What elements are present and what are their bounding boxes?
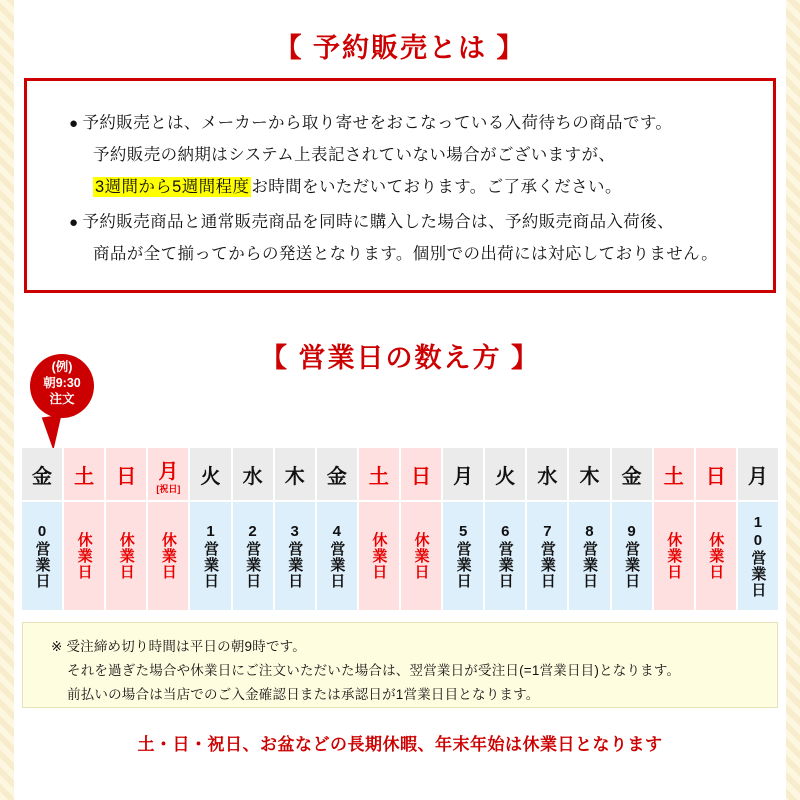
calendar-day-label: 水 bbox=[242, 465, 263, 488]
example-order-bubble bbox=[30, 354, 94, 418]
calendar-day-count-label: 1営業日 bbox=[201, 523, 219, 589]
calendar-day-count-cell bbox=[275, 502, 315, 610]
calendar-day-count-cell bbox=[485, 502, 525, 610]
calendar-day-header bbox=[654, 448, 694, 500]
calendar-day-header bbox=[696, 448, 736, 500]
reservation-bullet-2-line-2: 商品が全て揃ってからの発送となります。個別での出荷には対応しておりません。 bbox=[93, 245, 718, 264]
calendar-day-label: 月 bbox=[453, 465, 474, 488]
calendar-day-count-cell bbox=[190, 502, 230, 610]
calendar-day-count-cell bbox=[64, 502, 104, 610]
reservation-bullet-1-line-3-post: お時間をいただいております。ご了承ください。 bbox=[251, 178, 622, 197]
note-line-1: ※ 受注締め切り時間は平日の朝9時です。 bbox=[51, 639, 306, 654]
reservation-section-title: 【 予約販売とは 】 bbox=[274, 33, 526, 63]
calendar-day-column bbox=[527, 448, 567, 610]
reservation-bullet-1 bbox=[69, 107, 672, 204]
calendar-day-label: 月 bbox=[747, 465, 768, 488]
calendar-day-count-cell bbox=[359, 502, 399, 610]
calendar-day-column bbox=[359, 448, 399, 610]
order-deadline-note-box bbox=[22, 622, 778, 708]
calendar-day-column bbox=[485, 448, 525, 610]
calendar-day-header bbox=[190, 448, 230, 500]
example-bubble-line-3: 注文 bbox=[49, 392, 75, 406]
calendar-day-count-label: 8営業日 bbox=[580, 523, 598, 589]
calendar-day-label: 木 bbox=[579, 465, 600, 488]
calendar-day-label: 水 bbox=[537, 465, 558, 488]
calendar-day-header bbox=[106, 448, 146, 500]
calendar-day-label: 火 bbox=[200, 465, 221, 488]
calendar-day-header bbox=[317, 448, 357, 500]
calendar-day-label: 土 bbox=[663, 465, 684, 488]
calendar-day-column bbox=[233, 448, 273, 610]
calendar-day-count-cell bbox=[612, 502, 652, 610]
calendar-day-count-label: 5営業日 bbox=[454, 523, 472, 589]
calendar-day-count-cell bbox=[738, 502, 778, 610]
calendar-day-header bbox=[22, 448, 62, 500]
business-day-calendar bbox=[22, 448, 778, 610]
calendar-day-count-cell bbox=[233, 502, 273, 610]
calendar-day-header bbox=[485, 448, 525, 500]
calendar-day-count-label: 7営業日 bbox=[538, 523, 556, 589]
reservation-bullet-1-line-2: 予約販売の納期はシステム上表記されていない場合がございますが、 bbox=[93, 146, 616, 165]
note-line-2: それを過ぎた場合や休業日にご注文いただいた場合は、翌営業日が受注日(=1営業日目)となります。 bbox=[67, 663, 681, 678]
holiday-footer-note: 土・日・祝日、お盆などの長期休暇、年末年始は休業日となります bbox=[137, 735, 663, 754]
calendar-day-count-label: 休業日 bbox=[707, 532, 725, 580]
calendar-day-column bbox=[738, 448, 778, 610]
example-bubble-line-2: 朝9:30 bbox=[43, 376, 81, 390]
calendar-day-label: 月 bbox=[158, 460, 179, 483]
calendar-day-column bbox=[22, 448, 62, 610]
calendar-day-label: 金 bbox=[326, 465, 347, 488]
calendar-day-count-label: 4営業日 bbox=[328, 523, 346, 589]
calendar-day-count-label: 休業日 bbox=[665, 532, 683, 580]
calendar-day-count-cell bbox=[696, 502, 736, 610]
calendar-day-label: 日 bbox=[705, 465, 726, 488]
calendar-day-label: 木 bbox=[284, 465, 305, 488]
calendar-day-column bbox=[64, 448, 104, 610]
calendar-day-count-cell bbox=[527, 502, 567, 610]
calendar-day-count-label: 休業日 bbox=[159, 532, 177, 580]
calendar-day-label: 金 bbox=[621, 465, 642, 488]
calendar-day-sublabel: [祝日] bbox=[156, 483, 181, 494]
calendar-day-header bbox=[233, 448, 273, 500]
calendar-day-count-label: 休業日 bbox=[75, 532, 93, 580]
calendar-day-count-cell bbox=[569, 502, 609, 610]
calendar-day-count-label: 休業日 bbox=[117, 532, 135, 580]
reservation-bullet-2-line-1: 予約販売商品と通常販売商品を同時に購入した場合は、予約販売商品入荷後、 bbox=[82, 213, 674, 231]
calendar-day-column bbox=[443, 448, 483, 610]
calendar-day-count-cell bbox=[148, 502, 188, 610]
reservation-info-box bbox=[24, 78, 776, 293]
calendar-day-column bbox=[106, 448, 146, 610]
calendar-day-header bbox=[738, 448, 778, 500]
calendar-day-count-label: 3営業日 bbox=[286, 523, 304, 589]
example-bubble-line-1: (例) bbox=[51, 360, 73, 374]
calendar-day-column bbox=[317, 448, 357, 610]
reservation-bullet-2 bbox=[69, 206, 718, 270]
calendar-day-count-cell bbox=[443, 502, 483, 610]
calendar-day-count-label: 休業日 bbox=[412, 532, 430, 580]
calendar-day-count-label: 10営業日 bbox=[749, 514, 767, 598]
calendar-day-column bbox=[148, 448, 188, 610]
calendar-day-label: 金 bbox=[32, 465, 53, 488]
calendar-day-count-label: 休業日 bbox=[370, 532, 388, 580]
lead-time-highlight: 3週間から5週間程度 bbox=[95, 178, 250, 197]
calendar-day-count-cell bbox=[106, 502, 146, 610]
calendar-day-label: 火 bbox=[495, 465, 516, 488]
calendar-day-count-cell bbox=[317, 502, 357, 610]
calendar-day-header bbox=[359, 448, 399, 500]
calendar-day-header bbox=[612, 448, 652, 500]
calendar-day-label: 土 bbox=[74, 465, 95, 488]
calendar-day-column bbox=[190, 448, 230, 610]
calendar-day-column bbox=[696, 448, 736, 610]
calendar-day-column bbox=[275, 448, 315, 610]
calendar-day-label: 日 bbox=[116, 465, 137, 488]
calendar-day-header bbox=[275, 448, 315, 500]
calendar-day-header bbox=[148, 448, 188, 500]
calendar-day-count-label: 0営業日 bbox=[33, 523, 51, 589]
calendar-day-header bbox=[569, 448, 609, 500]
bullet-dot-icon: ● bbox=[69, 214, 79, 231]
calendar-day-header bbox=[64, 448, 104, 500]
bullet-dot-icon: ● bbox=[69, 115, 79, 132]
calendar-day-count-label: 9営業日 bbox=[623, 523, 641, 589]
calendar-day-header bbox=[443, 448, 483, 500]
calendar-day-label: 日 bbox=[411, 465, 432, 488]
calendar-day-count-cell bbox=[22, 502, 62, 610]
reservation-bullet-1-line-3 bbox=[69, 171, 672, 203]
calendar-day-column bbox=[401, 448, 441, 610]
calendar-day-header bbox=[401, 448, 441, 500]
calendar-day-column bbox=[612, 448, 652, 610]
calendar-day-header bbox=[527, 448, 567, 500]
calendar-day-label: 土 bbox=[368, 465, 389, 488]
business-days-section-title: 【 営業日の数え方 】 bbox=[259, 343, 540, 373]
calendar-day-count-label: 2営業日 bbox=[244, 523, 262, 589]
reservation-bullet-1-line-1: 予約販売とは、メーカーから取り寄せをおこなっている入荷待ちの商品です。 bbox=[82, 114, 673, 132]
calendar-day-count-label: 6営業日 bbox=[496, 523, 514, 589]
calendar-day-column bbox=[569, 448, 609, 610]
calendar-day-count-cell bbox=[401, 502, 441, 610]
note-line-3: 前払いの場合は当店でのご入金確認日または承認日が1営業日目となります。 bbox=[67, 687, 540, 702]
calendar-day-count-cell bbox=[654, 502, 694, 610]
calendar-day-column bbox=[654, 448, 694, 610]
